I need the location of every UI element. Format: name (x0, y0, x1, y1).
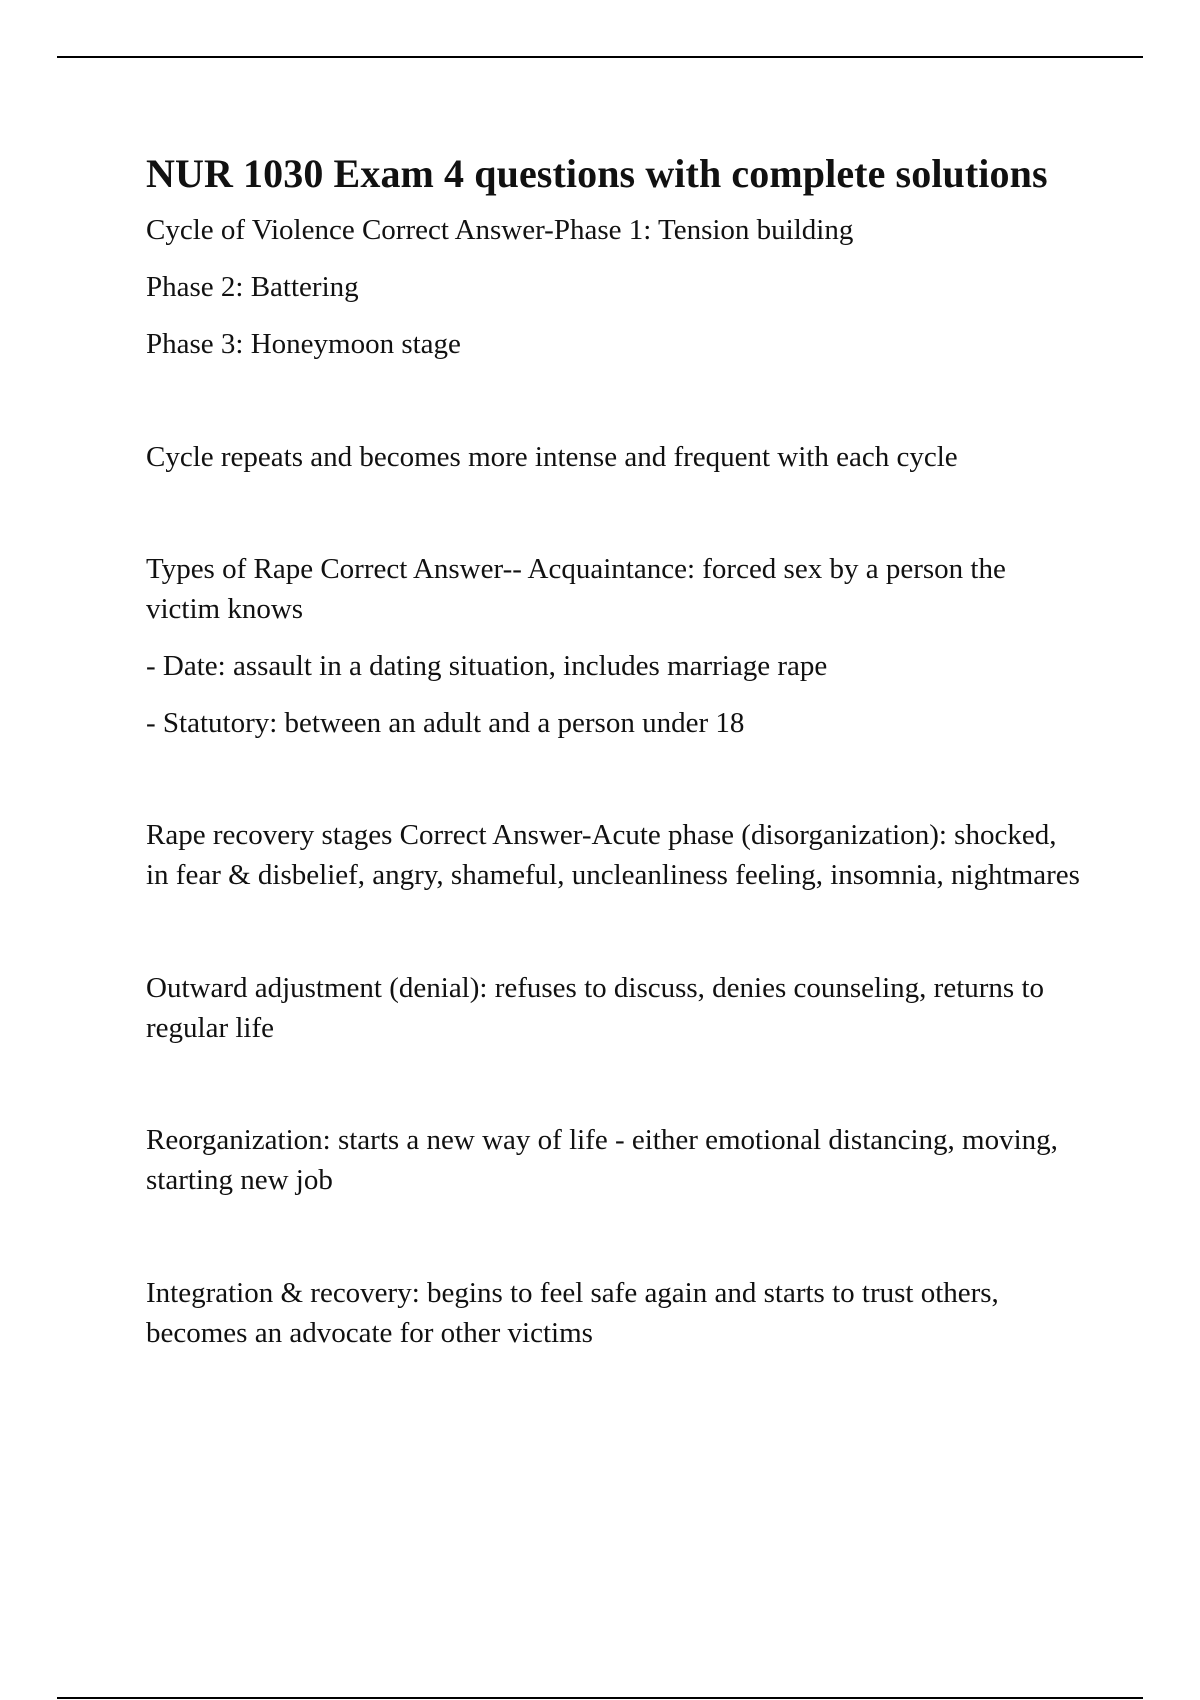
footer-rule (57, 1697, 1143, 1699)
header-rule (57, 56, 1143, 58)
paragraph-cycle-repeats: Cycle repeats and becomes more intense and frequent with each cycle (146, 441, 958, 473)
paragraph-outward-adjustment: Outward adjustment (denial): refuses to discuss, denies counseling, returns to regular life (146, 972, 1044, 1044)
paragraph-cycle-of-violence: Cycle of Violence Correct Answer-Phase 1: Tension building (146, 214, 854, 246)
paragraph-phase-3: Phase 3: Honeymoon stage (146, 328, 461, 360)
paragraph-types-of-rape: Types of Rape Correct Answer-- Acquaintance: forced sex by a person the victim knows (146, 553, 1006, 625)
document-body (146, 146, 1081, 1353)
document-title: NUR 1030 Exam 4 questions with complete solutions (146, 151, 1048, 196)
paragraph-date-rape: - Date: assault in a dating situation, includes marriage rape (146, 650, 828, 682)
paragraph-reorganization: Reorganization: starts a new way of life - either emotional distancing, moving, starting new job (146, 1124, 1058, 1196)
paragraph-integration-recovery: Integration & recovery: begins to feel safe again and starts to trust others, becomes an advocate for other victims (146, 1277, 999, 1349)
paragraph-phase-2: Phase 2: Battering (146, 271, 359, 303)
paragraph-rape-recovery-stages: Rape recovery stages Correct Answer-Acute phase (disorganization): shocked, in fear & disbelief, angry, shameful, uncleanliness feeling, insomnia, nightmares (146, 819, 1080, 891)
paragraph-statutory-rape: - Statutory: between an adult and a person under 18 (146, 707, 745, 739)
